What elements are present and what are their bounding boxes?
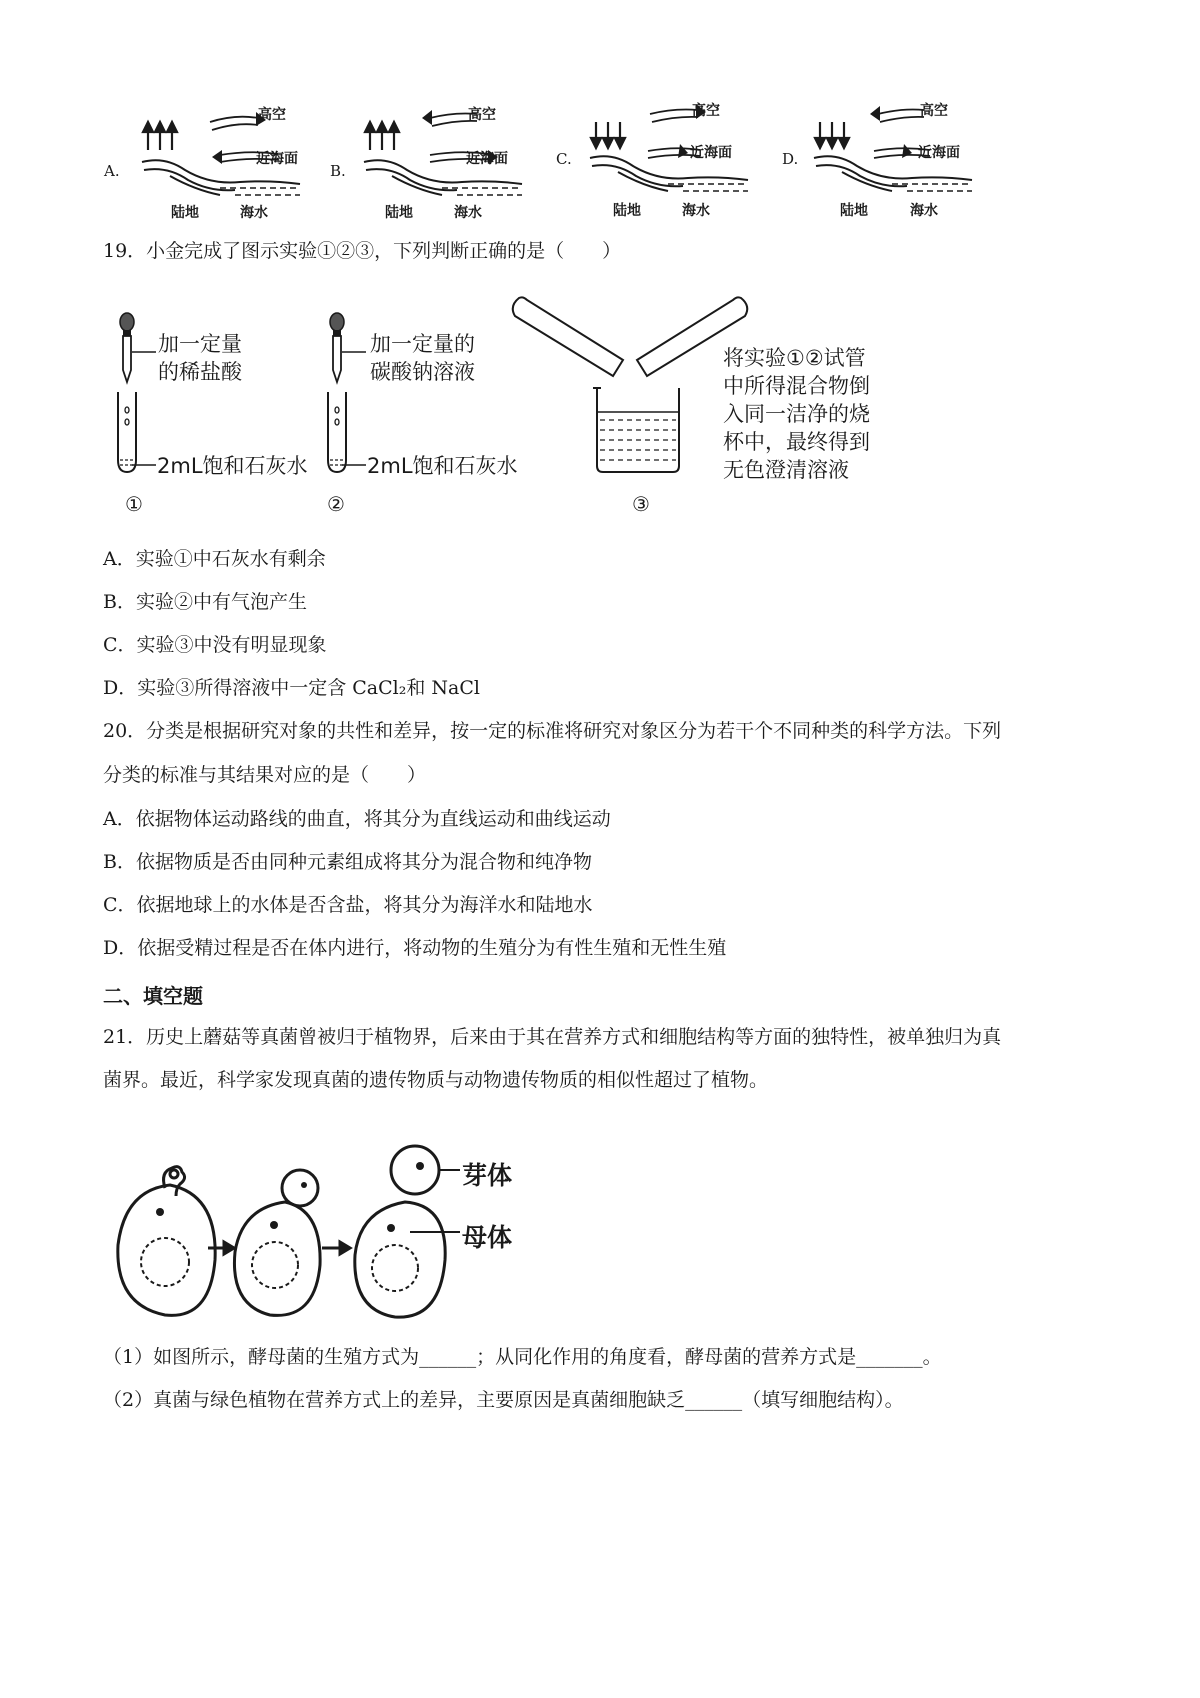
q18-c-sea-label: 近海面	[690, 145, 732, 161]
q21-sub1: （1）如图所示，酵母菌的生殖方式为______；从同化作用的角度看，酵母菌的营养方式是_______。	[103, 1346, 942, 1368]
q18-option-letter-d: D.	[782, 150, 799, 168]
q18-d-sea-label: 近海面	[918, 145, 960, 161]
q18-c-land-label: 陆地	[613, 203, 641, 219]
q18-a-water-label: 海水	[240, 205, 268, 221]
q19-option-a[interactable]: A．实验①中石灰水有剩余	[103, 548, 326, 570]
q19-fig3-number: ③	[632, 492, 650, 516]
q21-stem-line2: 菌界。最近，科学家发现真菌的遗传物质与动物遗传物质的相似性超过了植物。	[103, 1069, 769, 1091]
q18-d-water-label: 海水	[910, 203, 938, 219]
q20-option-b[interactable]: B．依据物质是否由同种元素组成将其分为混合物和纯净物	[103, 851, 592, 873]
q21-bud-label: 芽体	[462, 1161, 513, 1190]
q21-stem-line1: 21．历史上蘑菇等真菌曾被归于植物界，后来由于其在营养方式和细胞结构等方面的独特性，被单独归为真	[103, 1026, 1002, 1048]
q19-fig1-bottom-label: 2mL饱和石灰水	[157, 454, 308, 478]
q19-option-b[interactable]: B．实验②中有气泡产生	[103, 591, 307, 613]
q19-fig3-text-line4: 杯中，最终得到	[723, 430, 870, 454]
q19-fig2-label-line2: 碳酸钠溶液	[370, 360, 475, 384]
q18-b-water-label: 海水	[454, 205, 482, 221]
q20-option-c[interactable]: C．依据地球上的水体是否含盐，将其分为海洋水和陆地水	[103, 894, 593, 916]
q18-option-letter-b: B.	[330, 162, 346, 180]
q18-b-land-label: 陆地	[385, 205, 413, 221]
q18-d-top-label: 高空	[920, 103, 948, 119]
q19-fig1-label-line1: 加一定量	[158, 332, 242, 356]
q19-figure-3	[505, 288, 755, 488]
q18-a-land-label: 陆地	[171, 205, 199, 221]
q19-fig3-text-line3: 入同一洁净的烧	[723, 402, 870, 426]
q18-c-top-label: 高空	[692, 103, 720, 119]
q18-b-sea-label: 近海面	[466, 151, 508, 167]
q19-fig3-text-line2: 中所得混合物倒	[723, 374, 870, 398]
q19-fig3-text-line1: 将实验①②试管	[723, 346, 866, 370]
q18-b-top-label: 高空	[468, 107, 496, 123]
q19-stem: 19．小金完成了图示实验①②③，下列判断正确的是（ ）	[103, 240, 622, 262]
section-title: 二、填空题	[103, 984, 203, 1008]
q19-fig2-label-line1: 加一定量的	[370, 332, 475, 356]
q20-stem-line1: 20．分类是根据研究对象的共性和差异，按一定的标准将研究对象区分为若干个不同种类的科学方法。下列	[103, 720, 1002, 742]
q19-fig3-text-line5: 无色澄清溶液	[723, 458, 849, 482]
q19-fig2-number: ②	[327, 492, 345, 516]
q18-c-water-label: 海水	[682, 203, 710, 219]
q18-option-letter-a: A.	[104, 162, 120, 180]
q18-d-land-label: 陆地	[840, 203, 868, 219]
q19-option-c[interactable]: C．实验③中没有明显现象	[103, 634, 327, 656]
q21-mother-label: 母体	[462, 1223, 513, 1252]
q18-a-top-label: 高空	[258, 107, 286, 123]
q21-sub2: （2）真菌与绿色植物在营养方式上的差异，主要原因是真菌细胞缺乏______（填写细胞结构）。	[103, 1389, 904, 1411]
q19-option-d[interactable]: D．实验③所得溶液中一定含 CaCl₂和 NaCl	[103, 677, 480, 699]
q20-stem-line2: 分类的标准与其结果对应的是（ ）	[103, 764, 427, 786]
q20-option-d[interactable]: D．依据受精过程是否在体内进行，将动物的生殖分为有性生殖和无性生殖	[103, 937, 727, 959]
q18-option-letter-c: C.	[556, 150, 572, 168]
q19-fig1-number: ①	[125, 492, 143, 516]
q20-option-a[interactable]: A．依据物体运动路线的曲直，将其分为直线运动和曲线运动	[103, 808, 611, 830]
q19-fig1-label-line2: 的稀盐酸	[158, 360, 242, 384]
q18-a-sea-label: 近海面	[256, 151, 298, 167]
q19-fig2-bottom-label: 2mL饱和石灰水	[367, 454, 518, 478]
